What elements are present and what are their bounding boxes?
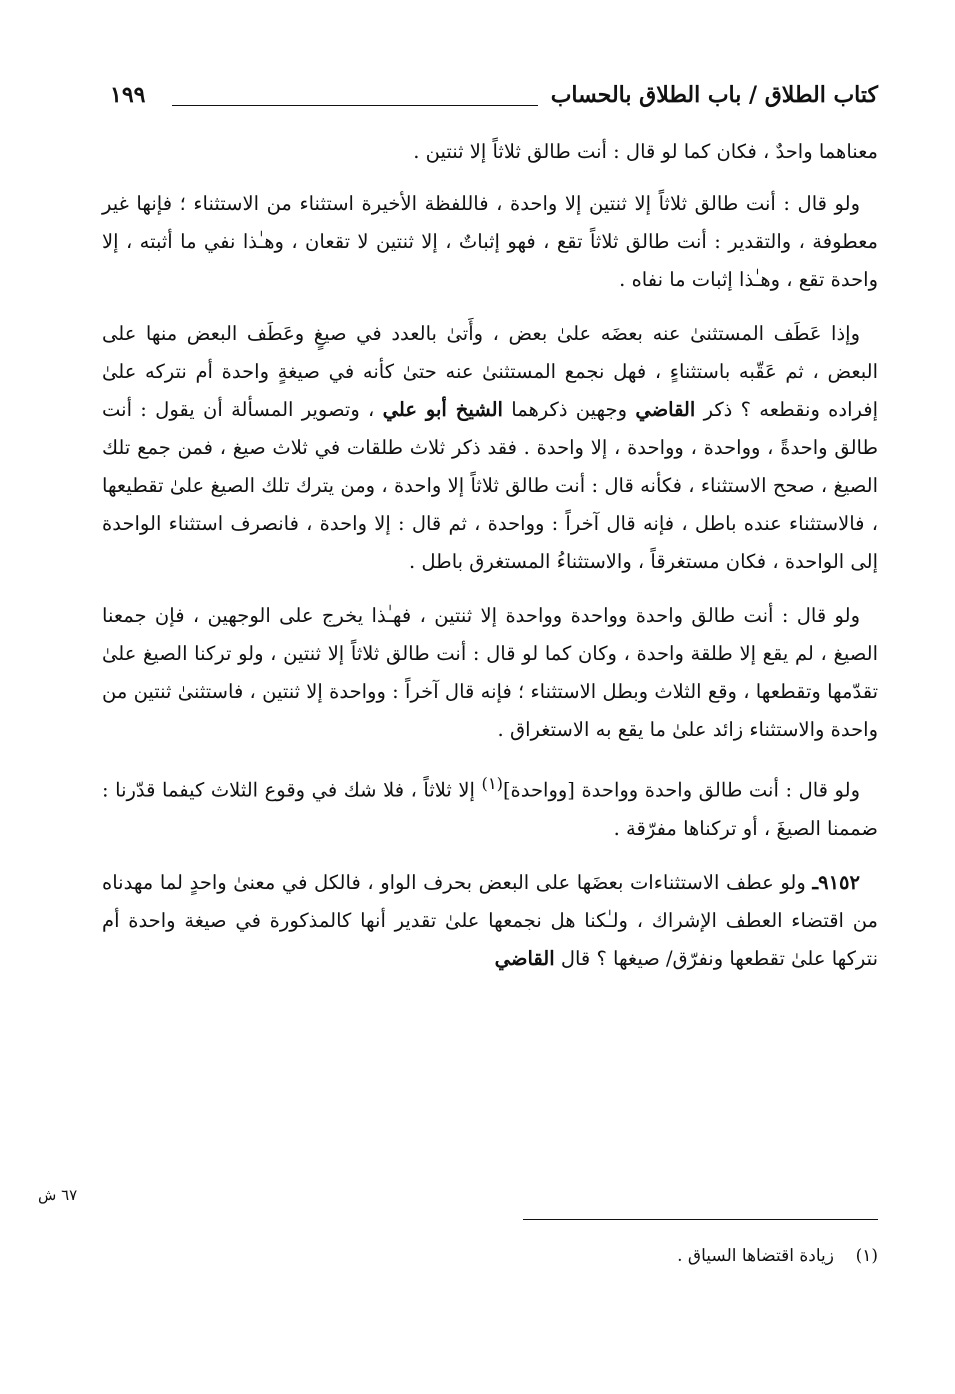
paragraph-5 (102, 765, 878, 848)
running-header (100, 82, 878, 116)
main-text (102, 133, 878, 994)
paragraph-text: وجهين ذكرهما (502, 398, 636, 421)
paragraph-text: وإذا عَطَف المستثنىٰ عنه بعضَه علىٰ بعض ، وأَتىٰ بالعدد في صيغٍ وعَطَف البعض منها على البعض ، ثم عَقّبه باستثناءٍ ، فهل نجمع المستثنىٰ عنه حتىٰ كأنه في صيغةٍ واحدة أم نتركه علىٰ إفراده ونقطعه ؟ ذكر (102, 322, 878, 421)
paragraph-text: ولو قال : أنت طالق واحدة وواحدة وواحدة إلا ثنتين ، فهـٰذا يخرج على الوجهين ، فإن جمعنا الصيغ ، لم يقع إلا طلقة واحدة ، وكان كما لو قال : أنت طالق ثلاثاً إلا ثنتين ، ولو تركنا الصيغ علىٰ تقدّمها وتقطعها ، وقع الثلاث وبطل الاستثناء ؛ فإنه قال آخراً : وواحدة إلا ثنتين ، فاستثنىٰ ثنتين من واحدة والاستثناء زائد علىٰ ما يقع به الاستغراق . (102, 604, 878, 741)
issue-number: ٩١٥٢ـ (812, 870, 860, 894)
paragraph-text: ، وتصوير المسألة أن يقول : أنت طالق واحدةً ، وواحدة ، وواحدة ، إلا واحدة . فقد ذكر ثلاث طلقات في ثلاث صيغ ، فمن جمع تلك الصيغ ، صحح الاستثناء ، فكأنه قال : أنت طالق ثلاثاً إلا واحدة ، ومن يترك تلك الصيغ علىٰ تقطيعها ، فالاستثناء عنده باطل ، فإنه قال آخراً : وواحدة ، ثم قال : إلا واحدة ، فانصرف استثناء الواحدة إلى الواحدة ، فكان مستغرقاً ، والاستثناءُ المستغرق باطل . (102, 398, 878, 573)
chapter-title: كتاب الطلاق / باب الطلاق بالحساب (550, 82, 878, 108)
header-rule (172, 105, 538, 106)
footnote-text: زيادة اقتضاها السياق . (677, 1246, 834, 1266)
manuscript-folio-note: ٦٧ ش (38, 1186, 78, 1204)
person-name: القاضي (494, 946, 555, 970)
paragraph-text: ولو قال : أنت طالق واحدة وواحدة [وواحدة] (502, 778, 860, 802)
paragraph-text: ولو قال : أنت طالق ثلاثاً إلا ثنتين إلا واحدة ، فاللفظة الأخيرة استثناء من الاستثناء ؛ فإنها غير معطوفة ، والتقدير : أنت طالق ثلاثاً تقع ، فهو إثباتٌ ، إلا ثنتين لا تقعان ، وهـٰذا نفي ما أثبته ، إلا واحدة تقع ، وهـٰذا إثبات ما نفاه . (102, 192, 878, 291)
paragraph-1 (102, 133, 878, 171)
footnote (378, 1246, 878, 1266)
page-number: ١٩٩ (110, 82, 146, 108)
paragraph-3 (102, 315, 878, 581)
paragraph-4 (102, 597, 878, 749)
footnote-mark: (١) (855, 1246, 878, 1266)
person-name: القاضي (635, 398, 696, 421)
paragraph-text: إلا ثلاثاً ، فلا شك في وقوع الثلاث كيفما قدّرنا : ضممنا الصيغَ ، أو تركناها مفرّقة . (102, 778, 878, 840)
person-name: الشيخ أبو علي (382, 398, 503, 421)
paragraph-6 (102, 864, 878, 978)
footnote-rule (523, 1219, 878, 1220)
paragraph-text: ولو عطف الاستثناءات بعضَها على البعض بحرف الواو ، فالكل في معنىٰ واحدٍ لما مهدناه من اقتضاء العطف الإشراك ، ولـٰكنا هل نجمعها علىٰ تقدير أنها كالمذكورة في صيغة واحدة أم نتركها علىٰ تقطعها ونفرّق/ صيغها ؟ قال (102, 870, 878, 970)
paragraph-text: معناهما واحدٌ ، فكان كما لو قال : أنت طالق ثلاثاً إلا ثنتين . (413, 140, 878, 163)
footnote-reference: (١) (481, 774, 503, 793)
paragraph-2 (102, 185, 878, 299)
